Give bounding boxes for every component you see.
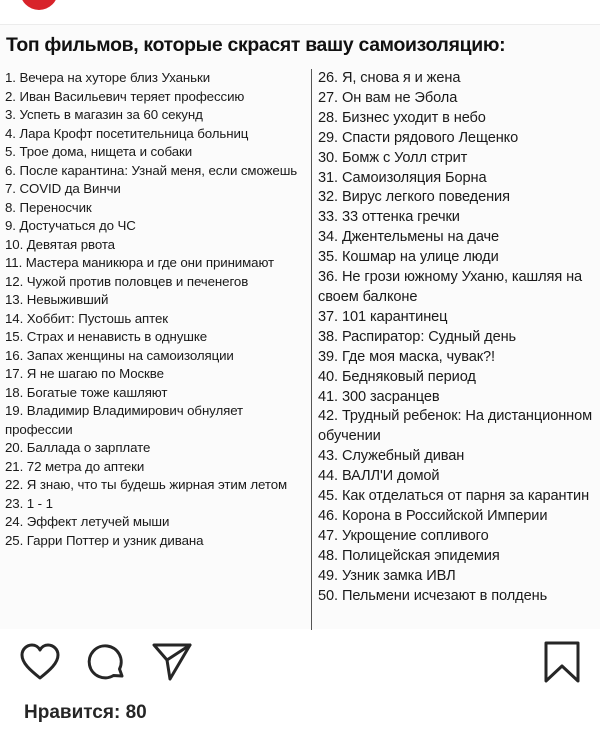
film-item: 26. Я, снова я и жена (318, 70, 461, 86)
film-item: 29. Спасти рядового Лещенко (318, 129, 519, 146)
film-list-right (318, 69, 600, 606)
film-item: 6. После карантина: Узнай меня, если сможешь (5, 162, 298, 178)
film-item: 17. Я не шагаю по Москве (5, 366, 164, 381)
film-item: 32. Вирус легкого поведения (318, 189, 510, 206)
film-item: 25. Гарри Поттер и узник дивана (5, 532, 204, 548)
post-actions (0, 640, 600, 684)
film-item: 8. Переносчик (5, 199, 92, 215)
film-item: 19. Владимир Владимирович обнуляет профессии (5, 403, 244, 437)
film-item: 30. Бомж с Уолл стрит (318, 149, 468, 166)
film-item: 35. Кошмар на улице люди (318, 249, 499, 266)
film-item: 37. 101 карантинец (318, 308, 448, 325)
film-item: 33. 33 оттенка гречки (318, 209, 460, 226)
comment-bubble-icon (84, 640, 128, 684)
film-item: 41. 300 засранцев (318, 388, 440, 405)
film-item: 10. Девятая рвота (5, 236, 115, 252)
film-item: 49. Узник замка ИВЛ (318, 567, 456, 584)
film-item: 23. 1 - 1 (5, 495, 53, 511)
film-item: 44. ВАЛЛ'И домой (318, 468, 440, 485)
paper-plane-icon (150, 640, 194, 684)
film-item: 39. Где моя маска, чувак?! (318, 348, 495, 365)
film-item: 28. Бизнес уходит в небо (318, 109, 486, 126)
film-item: 7. COVID да Винчи (5, 181, 121, 196)
bookmark-icon (540, 640, 584, 684)
film-item: 34. Джентельмены на даче (318, 229, 500, 246)
film-item: 40. Бедняковый период (318, 368, 476, 385)
film-item: 24. Эффект летучей мыши (5, 514, 170, 529)
film-item: 27. Он вам не Эбола (318, 89, 458, 106)
likes-count[interactable]: Нравится: 80 (24, 702, 147, 723)
film-item: 14. Хоббит: Пустошь аптек (5, 310, 169, 326)
film-item: 38. Распиратор: Судный день (318, 328, 517, 345)
post-image (0, 24, 600, 629)
post-title: Топ фильмов, которые скрасят вашу самоизоляцию: (6, 34, 506, 56)
film-item: 9. Достучаться до ЧС (5, 218, 136, 233)
film-item: 5. Трое дома, нищета и собаки (5, 144, 193, 159)
film-item: 3. Успеть в магазин за 60 секунд (5, 107, 203, 122)
film-item: 12. Чужой против половцев и печенегов (5, 273, 249, 289)
film-item: 36. Не грози южному Уханю, кашляя на своем балконе (318, 269, 583, 305)
film-item: 20. Баллада о зарплате (5, 440, 151, 455)
film-item: 2. Иван Васильевич теряет профессию (5, 88, 245, 104)
film-item: 1. Вечера на хуторе близ Уханьки (5, 70, 211, 85)
save-button[interactable] (540, 640, 584, 684)
heart-icon (18, 640, 62, 684)
film-item: 11. Мастера маникюра и где они принимают (5, 255, 275, 270)
film-list-left (5, 69, 307, 550)
film-item: 4. Лара Крофт посетительница больниц (5, 125, 249, 141)
film-item: 48. Полицейская эпидемия (318, 547, 500, 564)
film-item: 50. Пельмени исчезают в полдень (318, 587, 548, 604)
film-item: 45. Как отделаться от парня за карантин (318, 488, 590, 505)
film-item: 47. Укрощение сопливого (318, 527, 489, 544)
share-button[interactable] (150, 640, 194, 684)
film-item: 22. Я знаю, что ты будешь жирная этим летом (5, 477, 288, 492)
film-item: 18. Богатые тоже кашляют (5, 384, 168, 400)
film-item: 43. Служебный диван (318, 448, 465, 465)
film-item: 16. Запах женщины на самоизоляции (5, 347, 234, 363)
film-item: 31. Самоизоляция Борна (318, 169, 487, 186)
comment-button[interactable] (84, 640, 128, 684)
film-item: 15. Страх и ненависть в однушке (5, 329, 207, 344)
column-divider (311, 69, 312, 630)
like-button[interactable] (18, 640, 62, 684)
film-item: 46. Корона в Российской Империи (318, 507, 548, 524)
film-item: 13. Невыживший (5, 292, 109, 307)
film-item: 42. Трудный ребенок: На дистанционном обучении (318, 408, 593, 445)
film-item: 21. 72 метра до аптеки (5, 458, 145, 474)
avatar[interactable] (20, 0, 58, 10)
